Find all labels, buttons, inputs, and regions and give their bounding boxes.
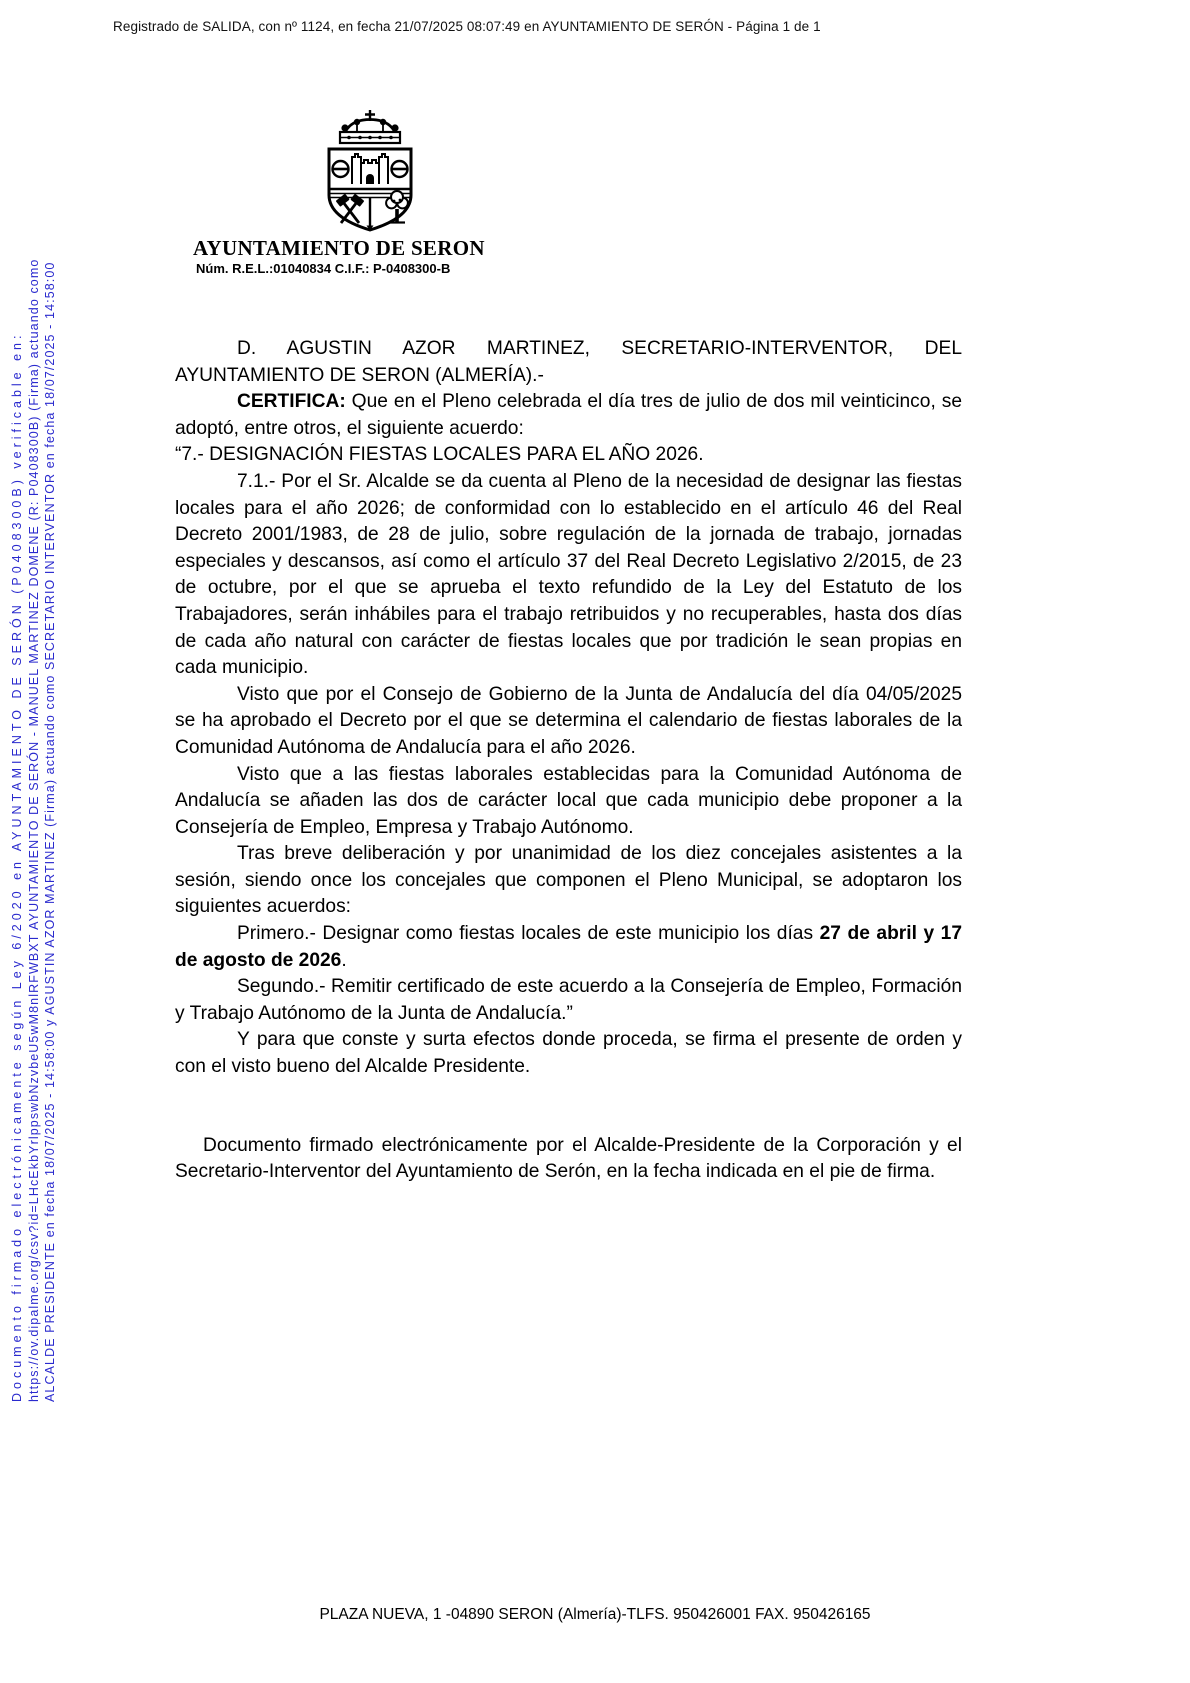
agreement-heading (175, 442, 962, 469)
segundo-text: Segundo.- Remitir certificado de este acuerdo a la Consejería de Empleo, Formación y Trabajo Autónomo de la Junta de Andalucía.” (175, 976, 962, 1024)
agreement-heading-text: “7.- DESIGNACIÓN FIESTAS LOCALES PARA EL AÑO 2026. (175, 444, 704, 466)
visto-decreto-paragraph (175, 682, 962, 762)
conste-paragraph (175, 1027, 962, 1080)
deliberacion-paragraph (175, 841, 962, 921)
intro-text: D. AGUSTIN AZOR MARTINEZ, SECRETARIO-INTERVENTOR, DEL AYUNTAMIENTO DE SERON (ALMERÍA).- (175, 338, 962, 386)
certifica-label: CERTIFICA: (237, 391, 346, 413)
fiestas-dates-bold: 27 de abril y 17 de agosto de 2026 (175, 923, 963, 971)
visto-decreto-text: Visto que por el Consejo de Gobierno de la Junta de Andalucía del día 04/05/2025 se ha aprobado el Decreto por el que se determina el calendario de fiestas laborales de la Comunidad Autónoma de Andalucía para el año 2026. (175, 683, 962, 758)
paragraph-7-1 (175, 469, 962, 682)
deliberacion-text: Tras breve deliberación y por unanimidad de los diez concejales asistentes a la sesión, siendo once los concejales que componen el Pleno Municipal, se adoptaron los siguientes acuerdos: (175, 843, 962, 918)
address-footer: PLAZA NUEVA, 1 -04890 SERON (Almería)-TLFS. 950426001 FAX. 950426165 (319, 1606, 871, 1623)
intro-paragraph (175, 336, 962, 389)
signature-note-paragraph (175, 1133, 962, 1186)
certifica-text: Que en el Pleno celebrada el día tres de julio de dos mil veinticinco, se adoptó, entre otros, el siguiente acuerdo: (175, 391, 962, 439)
letterhead-name: AYUNTAMIENTO DE SERON (193, 236, 485, 260)
signature-verification-line: Documento firmado electrónicamente según Ley 6/2020 en AYUNTAMIENTO DE SERÓN (P0408300B) verificable en: (10, 331, 24, 1402)
visto-fiestas-text: Visto que a las fiestas laborales establecidas para la Comunidad Autónoma de Andalucía se añaden las dos de carácter local que cada municipio debe proponer a la Consejería de Empleo, Empresa y Trabajo Autónomo. (175, 763, 962, 838)
primero-text: Primero.- Designar como fiestas locales de este municipio los días (237, 923, 820, 945)
letterhead-registry: Núm. R.E.L.:01040834 C.I.F.: P-0408300-B (196, 261, 451, 276)
signature-note-text: Documento firmado electrónicamente por el Alcalde-Presidente de la Corporación y el Secretario-Interventor del Ayuntamiento de Serón, en la fecha indicada en el pie de firma. (175, 1134, 962, 1183)
paragraph-7-1-text: 7.1.- Por el Sr. Alcalde se da cuenta al Pleno de la necesidad de designar las fiestas locales para el año 2026; de conformidad con lo establecido en el artículo 46 del Real Decreto 2001/1983, de 28 de julio, sobre regulación de la jornada de trabajo, jornadas especiales y descansos, así como el artículo 37 del Real Decreto Legislativo 2/2015, de 23 de octubre, por el que se aprueba el texto refundido de la Ley del Estatuto de los Trabajadores, serán inhábiles para el trabajo retribuidos y no recuperables, hasta dos días de cada año natural con carácter de fiestas locales que por tradición le sean propias en cada municipio. (175, 470, 962, 679)
registration-header: Registrado de SALIDA, con nº 1124, en fecha 21/07/2025 08:07:49 en AYUNTAMIENTO DE SERÓN - Página 1 de 1 (113, 19, 821, 34)
certifica-paragraph (175, 389, 962, 442)
signature-signers-line: ALCALDE PRESIDENTE en fecha 18/07/2025 - 14:58:00 y AGUSTIN AZOR MARTINEZ (Firma) actuando como SECRETARIO INTERVENTOR en fecha 18/07/2025 - 14:58:00 (43, 261, 57, 1402)
primero-period: . (341, 949, 347, 971)
document-body (175, 336, 962, 1186)
coat-of-arms-icon (305, 108, 435, 234)
segundo-paragraph (175, 974, 962, 1027)
visto-fiestas-paragraph (175, 762, 962, 842)
conste-text: Y para que conste y surta efectos donde proceda, se firma el presente de orden y con el visto bueno del Alcalde Presidente. (175, 1029, 962, 1078)
primero-paragraph (175, 921, 962, 974)
signature-sidebar (9, 202, 59, 1402)
signature-url-line: https://ov.dipalme.org/csv?id=LHcEkbYrlppswbNzvbeU5wM8nlRFWBXT AYUNTAMIENTO DE SERÓN - MANUEL MARTINEZ DOMENE (R: P0408300B) (Firma) actuando como (26, 258, 41, 1402)
